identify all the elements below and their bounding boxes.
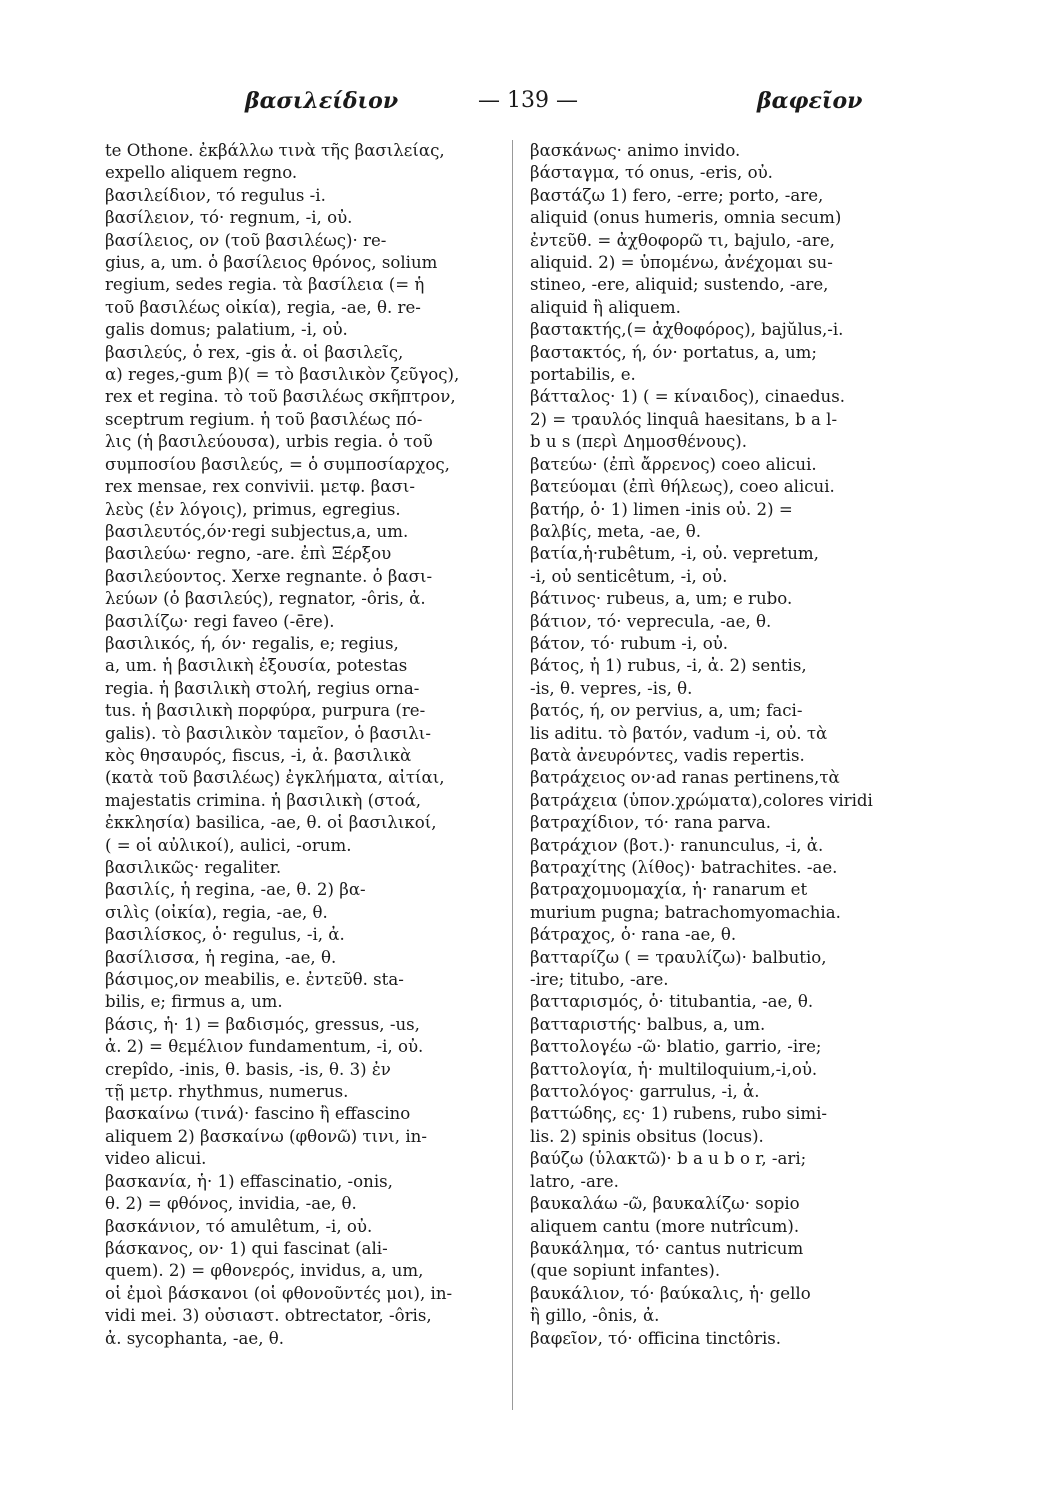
dictionary-line: οἱ ἐμοὶ βάσκανοι (οἱ φθονοῦντές μοι), in-: [105, 1283, 453, 1303]
running-head-left: βασιλείδιον: [245, 88, 399, 114]
dictionary-line: majestatis crimina. ἡ βασιλικὴ (στοά,: [105, 790, 422, 810]
dictionary-line: βάτταλος· 1) ( = κίναιδος), cinaedus.: [530, 387, 846, 407]
dictionary-line: βασιλίσκος, ὁ· regulus, -i, ἀ.: [105, 925, 345, 945]
dictionary-line: (que sopiunt infantes).: [530, 1261, 721, 1281]
dictionary-line: βάτον, τό· rubum -i, οὐ.: [530, 633, 729, 653]
dictionary-line: βασιλευτός,όν·regi subjectus,a, um.: [105, 521, 409, 541]
dictionary-line: ἢ gillo, -ônis, ἀ.: [530, 1306, 660, 1326]
dictionary-line: -ire; titubo, -are.: [530, 970, 669, 990]
dictionary-line: βάτινος· rubeus, a, um; e rubo.: [530, 589, 793, 609]
dictionary-line: λις (ἡ βασιλεύουσα), urbis regia. ὁ τοῦ: [105, 432, 433, 452]
dictionary-line: βάσις, ἡ· 1) = βαδισμός, gressus, -us,: [105, 1014, 420, 1034]
dictionary-line: aliquid. 2) = ὑπομένω, ἀνέχομαι su-: [530, 253, 833, 273]
dictionary-line: βάτος, ἡ 1) rubus, -i, ἀ. 2) sentis,: [530, 656, 807, 676]
dictionary-line: βατραχίδιον, τό· rana parva.: [530, 813, 772, 833]
dictionary-line: -is, θ. vepres, -is, θ.: [530, 678, 693, 698]
dictionary-line: aliquem 2) βασκαίνω (φθονῶ) τινι, in-: [105, 1126, 427, 1146]
dictionary-line: βασιλεύοντος. Xerxe regnante. ὁ βασι-: [105, 566, 433, 586]
dictionary-line: βατταρισμός, ὁ· titubantia, -ae, θ.: [530, 992, 814, 1012]
dictionary-line: βαστάζω 1) fero, -erre; porto, -are,: [530, 185, 824, 205]
dictionary-line: βατός, ή, ον pervius, a, um; faci-: [530, 701, 803, 721]
dictionary-line: βασίλειος, ον (τοῦ βασιλέως)· re-: [105, 230, 387, 250]
dictionary-line: κὸς θησαυρός, fiscus, -i, ἀ. βασιλικὰ: [105, 745, 412, 765]
right-column: [530, 140, 940, 1350]
dictionary-line: λεὺς (ἐν λόγοις), primus, egregius.: [105, 499, 401, 519]
dictionary-line: βαύζω (ὑλακτῶ)· b a u b o r, -ari;: [530, 1149, 807, 1169]
dictionary-line: βάτιον, τό· veprecula, -ae, θ.: [530, 611, 772, 631]
dictionary-line: βασιλίς, ἡ regina, -ae, θ. 2) βα-: [105, 880, 366, 900]
dictionary-line: rex et regina. τὸ τοῦ βασιλέως σκῆπτρον,: [105, 387, 456, 407]
dictionary-line: βασίλειον, τό· regnum, -i, οὐ.: [105, 208, 353, 228]
dictionary-line: vidi mei. 3) οὐσιαστ. obtrectator, -ôris,: [105, 1306, 432, 1326]
column-divider: [512, 140, 513, 1410]
dictionary-line: galis). τὸ βασιλικὸν ταμεῖον, ὁ βασιλι-: [105, 723, 431, 743]
dictionary-line: βασκάνως· animo invido.: [530, 141, 741, 160]
dictionary-line: βαττώδης, ες· 1) rubens, rubo simi-: [530, 1104, 828, 1124]
dictionary-line: te Othone. ἐκβάλλω τινὰ τῆς βασιλείας,: [105, 141, 445, 160]
dictionary-line: regium, sedes regia. τὰ βασίλεια (= ἡ: [105, 275, 425, 295]
dictionary-line: βασκαίνω (τινά)· fascino ἢ effascino: [105, 1104, 411, 1124]
dictionary-line: βατράχεια (ὑπον.χρώματα),colores viridi: [530, 790, 873, 810]
dictionary-line: λεύων (ὁ βασιλεύς), regnator, -ôris, ἀ.: [105, 589, 426, 609]
dictionary-line: βατταριστής· balbus, a, um.: [530, 1014, 766, 1034]
dictionary-line: ἐκκλησία) basilica, -ae, θ. οἱ βασιλικοί,: [105, 813, 437, 833]
dictionary-line: βατταρίζω ( = τραυλίζω)· balbutio,: [530, 947, 827, 967]
dictionary-line: b u s (περὶ Δημοσθένους).: [530, 432, 747, 452]
dictionary-line: βαστακτής,(= ἀχθοφόρος), bajŭlus,-i.: [530, 320, 844, 340]
dictionary-line: βασιλίζω· regi faveo (-ēre).: [105, 611, 335, 631]
dictionary-line: βατραχίτης (λίθος)· batrachites. -ae.: [530, 858, 838, 877]
left-column: [105, 140, 500, 1350]
dictionary-line: βατεύω· (ἐπὶ ἄρρενος) coeo alicui.: [530, 454, 817, 474]
dictionary-line: βατεύομαι (ἐπὶ θήλεως), coeo alicui.: [530, 477, 835, 497]
dictionary-line: video alicui.: [105, 1149, 207, 1169]
dictionary-line: a, um. ἡ βασιλικὴ ἐξουσία, potestas: [105, 656, 408, 676]
page-number: — 139 —: [478, 88, 578, 113]
running-head-right: βαφεῖον: [757, 88, 863, 114]
dictionary-line: βαυκάλημα, τό· cantus nutricum: [530, 1238, 804, 1258]
dictionary-line: rex mensae, rex convivii. μετφ. βασι-: [105, 477, 415, 497]
dictionary-line: tus. ἡ βασιλικὴ πορφύρα, purpura (re-: [105, 701, 426, 721]
dictionary-line: lis. 2) spinis obsitus (locus).: [530, 1126, 764, 1146]
dictionary-line: regia. ἡ βασιλικὴ στολή, regius orna-: [105, 678, 420, 698]
dictionary-line: murium pugna; batrachomyomachia.: [530, 902, 841, 922]
dictionary-line: βασκανία, ἡ· 1) effascinatio, -onis,: [105, 1171, 393, 1191]
dictionary-line: ( = οἱ αὐλικοί), aulici, -orum.: [105, 835, 352, 855]
dictionary-line: -i, οὐ senticêtum, -i, οὐ.: [530, 566, 728, 586]
dictionary-line: βαστακτός, ή, όν· portatus, a, um;: [530, 342, 817, 362]
dictionary-line: βαφεῖον, τό· officina tinctôris.: [530, 1328, 782, 1348]
dictionary-line: βασιλικῶς· regaliter.: [105, 858, 282, 877]
dictionary-line: crepîdo, -inis, θ. basis, -is, θ. 3) ἐν: [105, 1059, 391, 1079]
dictionary-line: βασιλεύς, ὁ rex, -gis ἀ. οἱ βασιλεῖς,: [105, 342, 404, 362]
dictionary-line: βατία,ἡ·rubêtum, -i, οὐ. vepretum,: [530, 544, 819, 564]
dictionary-line: βαττολογία, ἡ· multiloquium,-i,οὐ.: [530, 1059, 818, 1079]
dictionary-line: βαττολογέω -ῶ· blatio, garrio, -ire;: [530, 1037, 822, 1057]
dictionary-line: α) reges,-gum β)( = τὸ βασιλικὸν ζεῦγος),: [105, 365, 460, 385]
dictionary-line: 2) = τραυλός linquâ haesitans, b a l-: [530, 409, 838, 429]
dictionary-line: σιλὶς (οἰκία), regia, -ae, θ.: [105, 902, 328, 922]
dictionary-line: βατήρ, ὁ· 1) limen -inis οὐ. 2) =: [530, 499, 793, 519]
dictionary-line: galis domus; palatium, -i, οὐ.: [105, 320, 348, 340]
dictionary-line: βαλβίς, meta, -ae, θ.: [530, 521, 702, 541]
dictionary-line: bilis, e; firmus a, um.: [105, 992, 283, 1012]
dictionary-line: βασίλισσα, ἡ regina, -ae, θ.: [105, 947, 337, 967]
dictionary-line: βάσταγμα, τό onus, -eris, οὐ.: [530, 163, 773, 183]
dictionary-line: quem). 2) = φθονερός, invidus, a, um,: [105, 1261, 424, 1281]
dictionary-line: βασιλεύω· regno, -are. ἐπὶ Ξέρξου: [105, 544, 392, 564]
dictionary-line: aliquem cantu (more nutrîcum).: [530, 1216, 800, 1236]
dictionary-line: θ. 2) = φθόνος, invidia, -ae, θ.: [105, 1194, 357, 1214]
dictionary-line: ἐντεῦθ. = ἀχθοφορῶ τι, bajulo, -are,: [530, 230, 835, 250]
dictionary-line: gius, a, um. ὁ βασίλειος θρόνος, solium: [105, 253, 438, 273]
dictionary-line: sceptrum regium. ἡ τοῦ βασιλέως πό-: [105, 409, 423, 429]
dictionary-line: τῇ μετρ. rhythmus, numerus.: [105, 1082, 349, 1102]
dictionary-line: βάτραχος, ὁ· rana -ae, θ.: [530, 925, 737, 945]
dictionary-line: βατὰ ἀνευρόντες, vadis repertis.: [530, 745, 805, 765]
dictionary-line: βάσκανος, ον· 1) qui fascinat (ali-: [105, 1238, 388, 1258]
dictionary-line: lis aditu. τὸ βατόν, vadum -i, οὐ. τὰ: [530, 723, 828, 743]
dictionary-line: βάσιμος,ον meabilis, e. ἐντεῦθ. sta-: [105, 970, 404, 990]
dictionary-line: βαυκάλιον, τό· βαύκαλις, ἡ· gello: [530, 1283, 811, 1303]
dictionary-line: (κατὰ τοῦ βασιλέως) ἐγκλήματα, αἰτίαι,: [105, 768, 445, 788]
dictionary-line: aliquid ἢ aliquem.: [530, 297, 681, 317]
dictionary-line: τοῦ βασιλέως οἰκία), regia, -ae, θ. re-: [105, 297, 421, 317]
dictionary-line: βαττολόγος· garrulus, -i, ἀ.: [530, 1082, 760, 1102]
dictionary-line: stineo, -ere, aliquid; sustendo, -are,: [530, 275, 829, 295]
dictionary-line: portabilis, e.: [530, 365, 636, 385]
dictionary-line: latro, -are.: [530, 1171, 619, 1191]
dictionary-line: βαυκαλάω -ῶ, βαυκαλίζω· sopio: [530, 1194, 800, 1214]
dictionary-line: βασιλικός, ή, όν· regalis, e; regius,: [105, 633, 399, 653]
dictionary-line: ἀ. 2) = θεμέλιον fundamentum, -i, οὐ.: [105, 1037, 424, 1057]
dictionary-line: ἀ. sycophanta, -ae, θ.: [105, 1328, 285, 1348]
dictionary-line: βατράχειος ον·ad ranas pertinens,τὰ: [530, 768, 840, 788]
dictionary-line: συμποσίου βασιλεύς, = ὁ συμποσίαρχος,: [105, 454, 450, 474]
dictionary-line: aliquid (onus humeris, omnia secum): [530, 208, 842, 228]
dictionary-line: βατράχιον (βοτ.)· ranunculus, -i, ἀ.: [530, 835, 824, 855]
dictionary-line: βατραχομυομαχία, ἡ· ranarum et: [530, 880, 808, 900]
dictionary-line: βασκάνιον, τό amulêtum, -i, οὐ.: [105, 1216, 373, 1236]
dictionary-line: expello aliquem regno.: [105, 163, 298, 183]
dictionary-line: βασιλείδιον, τό regulus -i.: [105, 185, 326, 205]
page-header: [0, 88, 1051, 128]
